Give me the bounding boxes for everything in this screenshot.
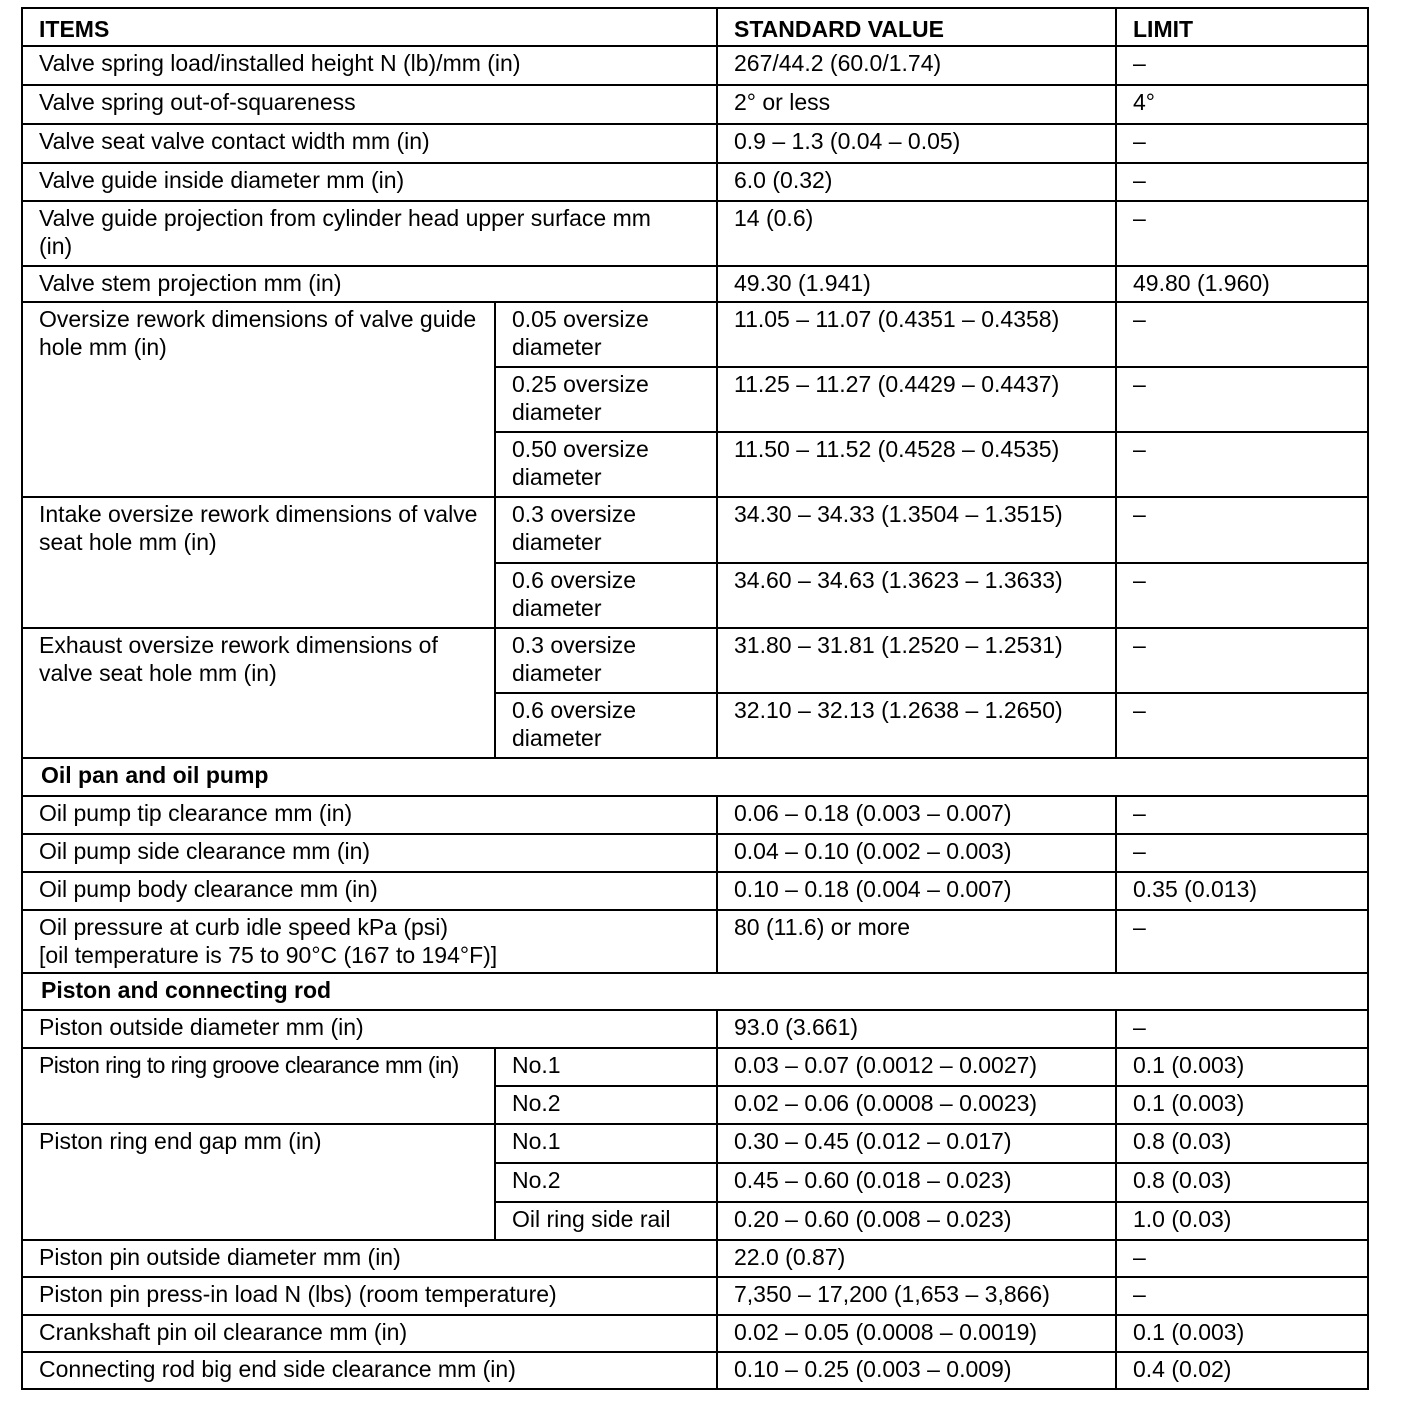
standard-value-cell: 32.10 – 32.13 (1.2638 – 1.2650) — [717, 693, 1116, 758]
header-row — [22, 8, 1368, 46]
specifications-table — [21, 7, 1369, 1390]
sub-item-cell: 0.3 oversize diameter — [495, 497, 717, 563]
standard-value-cell: 0.03 – 0.07 (0.0012 – 0.0027) — [717, 1048, 1116, 1086]
item-cell: Piston ring end gap mm (in) — [22, 1124, 495, 1240]
limit-cell: – — [1116, 201, 1368, 266]
item-cell: Oil pump tip clearance mm (in) — [22, 796, 717, 834]
item-cell: Valve guide inside diameter mm (in) — [22, 163, 717, 201]
table-row — [22, 1277, 1368, 1315]
limit-cell: – — [1116, 834, 1368, 872]
limit-cell: – — [1116, 367, 1368, 432]
standard-value-cell: 49.30 (1.941) — [717, 266, 1116, 302]
standard-value-cell: 93.0 (3.661) — [717, 1010, 1116, 1048]
table-row — [22, 163, 1368, 201]
table-row — [22, 628, 1368, 693]
item-cell: Oil pump side clearance mm (in) — [22, 834, 717, 872]
limit-cell: – — [1116, 1277, 1368, 1315]
limit-cell: – — [1116, 1010, 1368, 1048]
table-row — [22, 201, 1368, 266]
limit-cell: – — [1116, 1240, 1368, 1277]
limit-cell: – — [1116, 46, 1368, 85]
sub-item-cell: 0.3 oversize diameter — [495, 628, 717, 693]
standard-value-cell: 0.9 – 1.3 (0.04 – 0.05) — [717, 124, 1116, 163]
standard-value-cell: 0.10 – 0.18 (0.004 – 0.007) — [717, 872, 1116, 910]
section-row — [22, 973, 1368, 1010]
standard-value-cell: 0.30 – 0.45 (0.012 – 0.017) — [717, 1124, 1116, 1163]
standard-value-cell: 2° or less — [717, 85, 1116, 124]
limit-cell: – — [1116, 497, 1368, 563]
standard-value-cell: 22.0 (0.87) — [717, 1240, 1116, 1277]
table-row — [22, 1124, 1368, 1163]
item-cell: Piston outside diameter mm (in) — [22, 1010, 717, 1048]
limit-cell: – — [1116, 693, 1368, 758]
item-cell: Oil pressure at curb idle speed kPa (psi) [oil temperature is 75 to 90°C (167 to 194°F)] — [22, 910, 717, 973]
standard-value-cell: 0.02 – 0.05 (0.0008 – 0.0019) — [717, 1315, 1116, 1352]
limit-cell: – — [1116, 563, 1368, 628]
limit-cell: – — [1116, 124, 1368, 163]
header-items: ITEMS — [22, 8, 717, 46]
limit-cell: – — [1116, 302, 1368, 367]
item-cell: Valve seat valve contact width mm (in) — [22, 124, 717, 163]
item-cell: Piston pin press-in load N (lbs) (room temperature) — [22, 1277, 717, 1315]
table-row — [22, 1010, 1368, 1048]
limit-cell: 0.8 (0.03) — [1116, 1124, 1368, 1163]
item-cell: Crankshaft pin oil clearance mm (in) — [22, 1315, 717, 1352]
standard-value-cell: 34.30 – 34.33 (1.3504 – 1.3515) — [717, 497, 1116, 563]
limit-cell: 0.1 (0.003) — [1116, 1315, 1368, 1352]
sub-item-cell: Oil ring side rail — [495, 1202, 717, 1240]
table-row — [22, 1048, 1368, 1086]
item-cell: Valve spring load/installed height N (lb)/mm (in) — [22, 46, 717, 85]
table-row — [22, 85, 1368, 124]
table-row — [22, 1240, 1368, 1277]
limit-cell: – — [1116, 163, 1368, 201]
table-row — [22, 1315, 1368, 1352]
standard-value-cell: 0.45 – 0.60 (0.018 – 0.023) — [717, 1163, 1116, 1202]
item-cell: Oversize rework dimensions of valve guide hole mm (in) — [22, 302, 495, 497]
limit-cell: – — [1116, 796, 1368, 834]
item-cell: Oil pump body clearance mm (in) — [22, 872, 717, 910]
item-cell: Piston pin outside diameter mm (in) — [22, 1240, 717, 1277]
item-cell: Valve guide projection from cylinder head upper surface mm (in) — [22, 201, 717, 266]
item-cell: Connecting rod big end side clearance mm (in) — [22, 1352, 717, 1389]
item-cell: Intake oversize rework dimensions of valve seat hole mm (in) — [22, 497, 495, 628]
standard-value-cell: 34.60 – 34.63 (1.3623 – 1.3633) — [717, 563, 1116, 628]
sub-item-cell: No.1 — [495, 1048, 717, 1086]
table-row — [22, 1352, 1368, 1389]
sub-item-cell: 0.05 oversize diameter — [495, 302, 717, 367]
table-row — [22, 46, 1368, 85]
sub-item-cell: No.2 — [495, 1086, 717, 1124]
standard-value-cell: 6.0 (0.32) — [717, 163, 1116, 201]
limit-cell: 0.35 (0.013) — [1116, 872, 1368, 910]
standard-value-cell: 0.04 – 0.10 (0.002 – 0.003) — [717, 834, 1116, 872]
header-limit: LIMIT — [1116, 8, 1368, 46]
standard-value-cell: 0.20 – 0.60 (0.008 – 0.023) — [717, 1202, 1116, 1240]
limit-cell: – — [1116, 628, 1368, 693]
standard-value-cell: 11.05 – 11.07 (0.4351 – 0.4358) — [717, 302, 1116, 367]
limit-cell: 0.1 (0.003) — [1116, 1048, 1368, 1086]
table-row — [22, 872, 1368, 910]
standard-value-cell: 11.25 – 11.27 (0.4429 – 0.4437) — [717, 367, 1116, 432]
header-standard-value: STANDARD VALUE — [717, 8, 1116, 46]
table-row — [22, 834, 1368, 872]
standard-value-cell: 0.06 – 0.18 (0.003 – 0.007) — [717, 796, 1116, 834]
standard-value-cell: 0.10 – 0.25 (0.003 – 0.009) — [717, 1352, 1116, 1389]
limit-cell: 0.4 (0.02) — [1116, 1352, 1368, 1389]
item-cell: Valve stem projection mm (in) — [22, 266, 717, 302]
limit-cell: 49.80 (1.960) — [1116, 266, 1368, 302]
table-row — [22, 266, 1368, 302]
limit-cell: 0.8 (0.03) — [1116, 1163, 1368, 1202]
sub-item-cell: No.2 — [495, 1163, 717, 1202]
limit-cell: 1.0 (0.03) — [1116, 1202, 1368, 1240]
standard-value-cell: 267/44.2 (60.0/1.74) — [717, 46, 1116, 85]
standard-value-cell: 14 (0.6) — [717, 201, 1116, 266]
item-cell: Piston ring to ring groove clearance mm (in) — [22, 1048, 495, 1124]
standard-value-cell: 80 (11.6) or more — [717, 910, 1116, 973]
item-cell: Exhaust oversize rework dimensions of valve seat hole mm (in) — [22, 628, 495, 758]
table-row — [22, 302, 1368, 367]
limit-cell: – — [1116, 432, 1368, 497]
table-row — [22, 497, 1368, 563]
table-row — [22, 910, 1368, 973]
standard-value-cell: 31.80 – 31.81 (1.2520 – 1.2531) — [717, 628, 1116, 693]
section-row — [22, 758, 1368, 796]
sub-item-cell: 0.50 oversize diameter — [495, 432, 717, 497]
section-heading-oil: Oil pan and oil pump — [22, 758, 1368, 796]
limit-cell: 4° — [1116, 85, 1368, 124]
sub-item-cell: 0.6 oversize diameter — [495, 693, 717, 758]
section-heading-piston: Piston and connecting rod — [22, 973, 1368, 1010]
sub-item-cell: No.1 — [495, 1124, 717, 1163]
item-cell: Valve spring out-of-squareness — [22, 85, 717, 124]
table-row — [22, 124, 1368, 163]
limit-cell: – — [1116, 910, 1368, 973]
standard-value-cell: 11.50 – 11.52 (0.4528 – 0.4535) — [717, 432, 1116, 497]
sub-item-cell: 0.25 oversize diameter — [495, 367, 717, 432]
standard-value-cell: 0.02 – 0.06 (0.0008 – 0.0023) — [717, 1086, 1116, 1124]
sub-item-cell: 0.6 oversize diameter — [495, 563, 717, 628]
limit-cell: 0.1 (0.003) — [1116, 1086, 1368, 1124]
table-row — [22, 796, 1368, 834]
standard-value-cell: 7,350 – 17,200 (1,653 – 3,866) — [717, 1277, 1116, 1315]
